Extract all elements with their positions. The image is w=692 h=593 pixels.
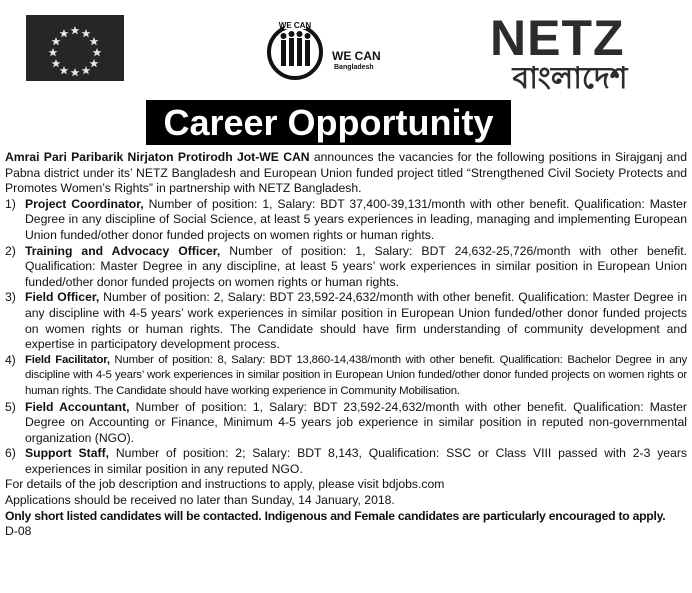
- intro-text: announces the vacancies for the following positions in Sirajganj and Pabna district under its’ NETZ Bangladesh and European Union funded project titled “Strengthened Civil Society Protects and Promotes Women’s Rights” in partnership with NETZ Bangladesh.: [5, 150, 687, 196]
- position-item: [5, 353, 687, 400]
- position-number: 5): [5, 399, 16, 414]
- logo-header: [0, 0, 692, 98]
- position-title: Field Officer,: [25, 290, 100, 305]
- wecan-emblem-icon: [262, 18, 332, 82]
- wecan-logo: [262, 18, 402, 82]
- netz-bangladesh-logo: [470, 10, 670, 94]
- positions-list: [5, 197, 687, 478]
- position-details: Number of position: 1, Salary: BDT 24,632-25,726/month with other benefit. Qualification: Master Degree in any discipline, at least 5 years’ work experiences in similar position in European Union funded/other donor funded projects on women rights or human rights.: [25, 243, 687, 289]
- position-details: Number of position: 1, Salary: BDT 37,400-39,131/month with other benefit. Qualification: Master Degree in any discipline of Social Science, at least 5 years experiences in leading, managing and implementing European Union funded/other donor funded projects on women rights or human rights.: [25, 196, 687, 242]
- position-number: 2): [5, 243, 16, 258]
- organization-name: Amrai Pari Paribarik Nirjaton Protirodh Jot-WE CAN: [5, 150, 310, 164]
- position-title: Field Facilitator,: [25, 353, 110, 366]
- wecan-emblem-text: WE CAN: [278, 21, 312, 30]
- netz-bangla-wordmark: [470, 58, 670, 94]
- intro-paragraph: [5, 150, 687, 197]
- position-item: [5, 400, 687, 447]
- position-number: 4): [5, 352, 16, 367]
- netz-bangla-text: বাংলাদেশ: [512, 61, 628, 94]
- page-title: Career Opportunity: [163, 102, 494, 143]
- wecan-logo-text: WE CAN: [332, 49, 381, 63]
- netz-logo-text: NETZ: [490, 10, 625, 66]
- position-details: Number of position: 2, Salary: BDT 23,592-24,632/month with other benefit. Qualification: Master Degree in any discipline with 4-5 years’ work experiences in similar position in European Union funded/other donor funded projects on women rights or human rights. The Candidate should have firm understanding of community development and expertise in participatory development process.: [25, 290, 687, 352]
- position-title: Field Accountant,: [25, 399, 130, 414]
- eu-flag-logo: [26, 15, 124, 81]
- position-item: [5, 290, 687, 352]
- details-line: For details of the job description and instructions to apply, please visit bdjobs.com: [5, 477, 445, 492]
- notice-line: Only short listed candidates will be contacted. Indigenous and Female candidates are particularly encouraged to apply.: [5, 508, 666, 523]
- position-details: Number of position: 2; Salary: BDT 8,143, Qualification: SSC or Class VIII passed with 2-3 years experiences in similar position in any reputed NGO.: [25, 446, 687, 476]
- wecan-logo-subtext: Bangladesh: [334, 64, 374, 71]
- position-item: [5, 197, 687, 244]
- title-banner: [146, 100, 511, 145]
- position-number: 1): [5, 196, 16, 211]
- position-title: Support Staff,: [25, 446, 110, 461]
- position-title: Training and Advocacy Officer,: [25, 243, 221, 258]
- deadline-line: Applications should be received no later than Sunday, 14 January, 2018.: [5, 493, 395, 508]
- advertisement-body: [5, 150, 687, 540]
- position-number: 3): [5, 290, 16, 305]
- position-details: Number of position: 1, Salary: BDT 23,592-24,632/month with other benefit. Qualification: Master Degree on Accounting or Finance, Minimum 4-5 years job experience in similar position in reputed non-governmental organization (NGO).: [25, 399, 687, 445]
- position-item: [5, 244, 687, 291]
- position-item: [5, 446, 687, 477]
- position-title: Project Coordinator,: [25, 196, 144, 211]
- position-number: 6): [5, 446, 16, 461]
- position-details: Number of position: 8, Salary: BDT 13,860-14,438/month with other benefit. Qualification: Bachelor Degree in any discipline with 4-5 years’ work experiences in similar position in European Union funded/other donor funded projects on women rights or human rights. The Candidate should have working experience in Community Mobilisation.: [25, 353, 687, 397]
- advertisement-code: D-08: [5, 524, 32, 539]
